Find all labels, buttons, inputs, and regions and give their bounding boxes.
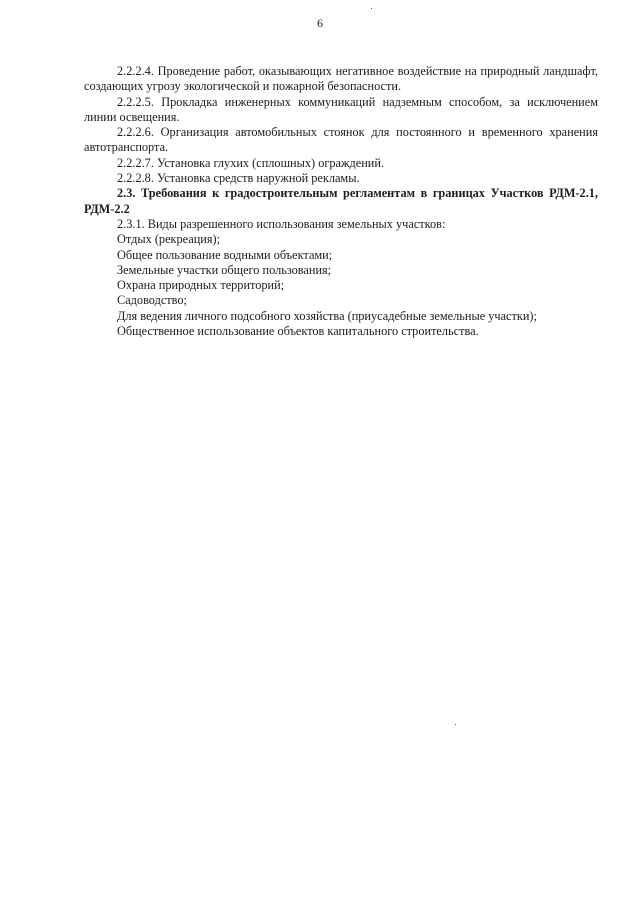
paragraph-2-2-2-6: 2.2.2.6. Организация автомобильных стоянок для постоянного и временного хранения автотранспорта.	[84, 125, 598, 155]
land-use-item: Общее пользование водными объектами;	[117, 247, 333, 262]
paragraph-2-2-2-8: 2.2.2.8. Установка средств наружной рекламы.	[117, 171, 360, 186]
subsection-intro: 2.3.1. Виды разрешенного использования земельных участков:	[117, 216, 446, 231]
page-number: 6	[317, 16, 323, 30]
scan-speck	[455, 724, 456, 725]
scan-speck	[371, 8, 372, 9]
land-use-item: Для ведения личного подсобного хозяйства (приусадебные земельные участки);	[117, 308, 537, 323]
document-body	[84, 64, 598, 339]
land-use-item: Садоводство;	[117, 293, 187, 308]
land-use-item: Земельные участки общего пользования;	[117, 262, 332, 277]
land-use-item: Отдых (рекреация);	[117, 232, 221, 247]
paragraph-2-2-2-5: 2.2.2.5. Прокладка инженерных коммуникаций надземным способом, за исключением линии освещения.	[84, 94, 598, 124]
paragraph-2-2-2-4: 2.2.2.4. Проведение работ, оказывающих негативное воздействие на природный ландшафт, создающих угрозу экологической и пожарной безопасности.	[84, 64, 598, 94]
section-heading: 2.3. Требования к градостроительным регламентам в границах Участков РДМ-2.1, РДМ-2.2	[84, 186, 598, 216]
land-use-item: Охрана природных территорий;	[117, 278, 285, 293]
land-use-list	[84, 232, 598, 339]
land-use-item: Общественное использование объектов капитального строительства.	[117, 324, 479, 339]
paragraph-2-2-2-7: 2.2.2.7. Установка глухих (сплошных) ограждений.	[117, 155, 385, 170]
